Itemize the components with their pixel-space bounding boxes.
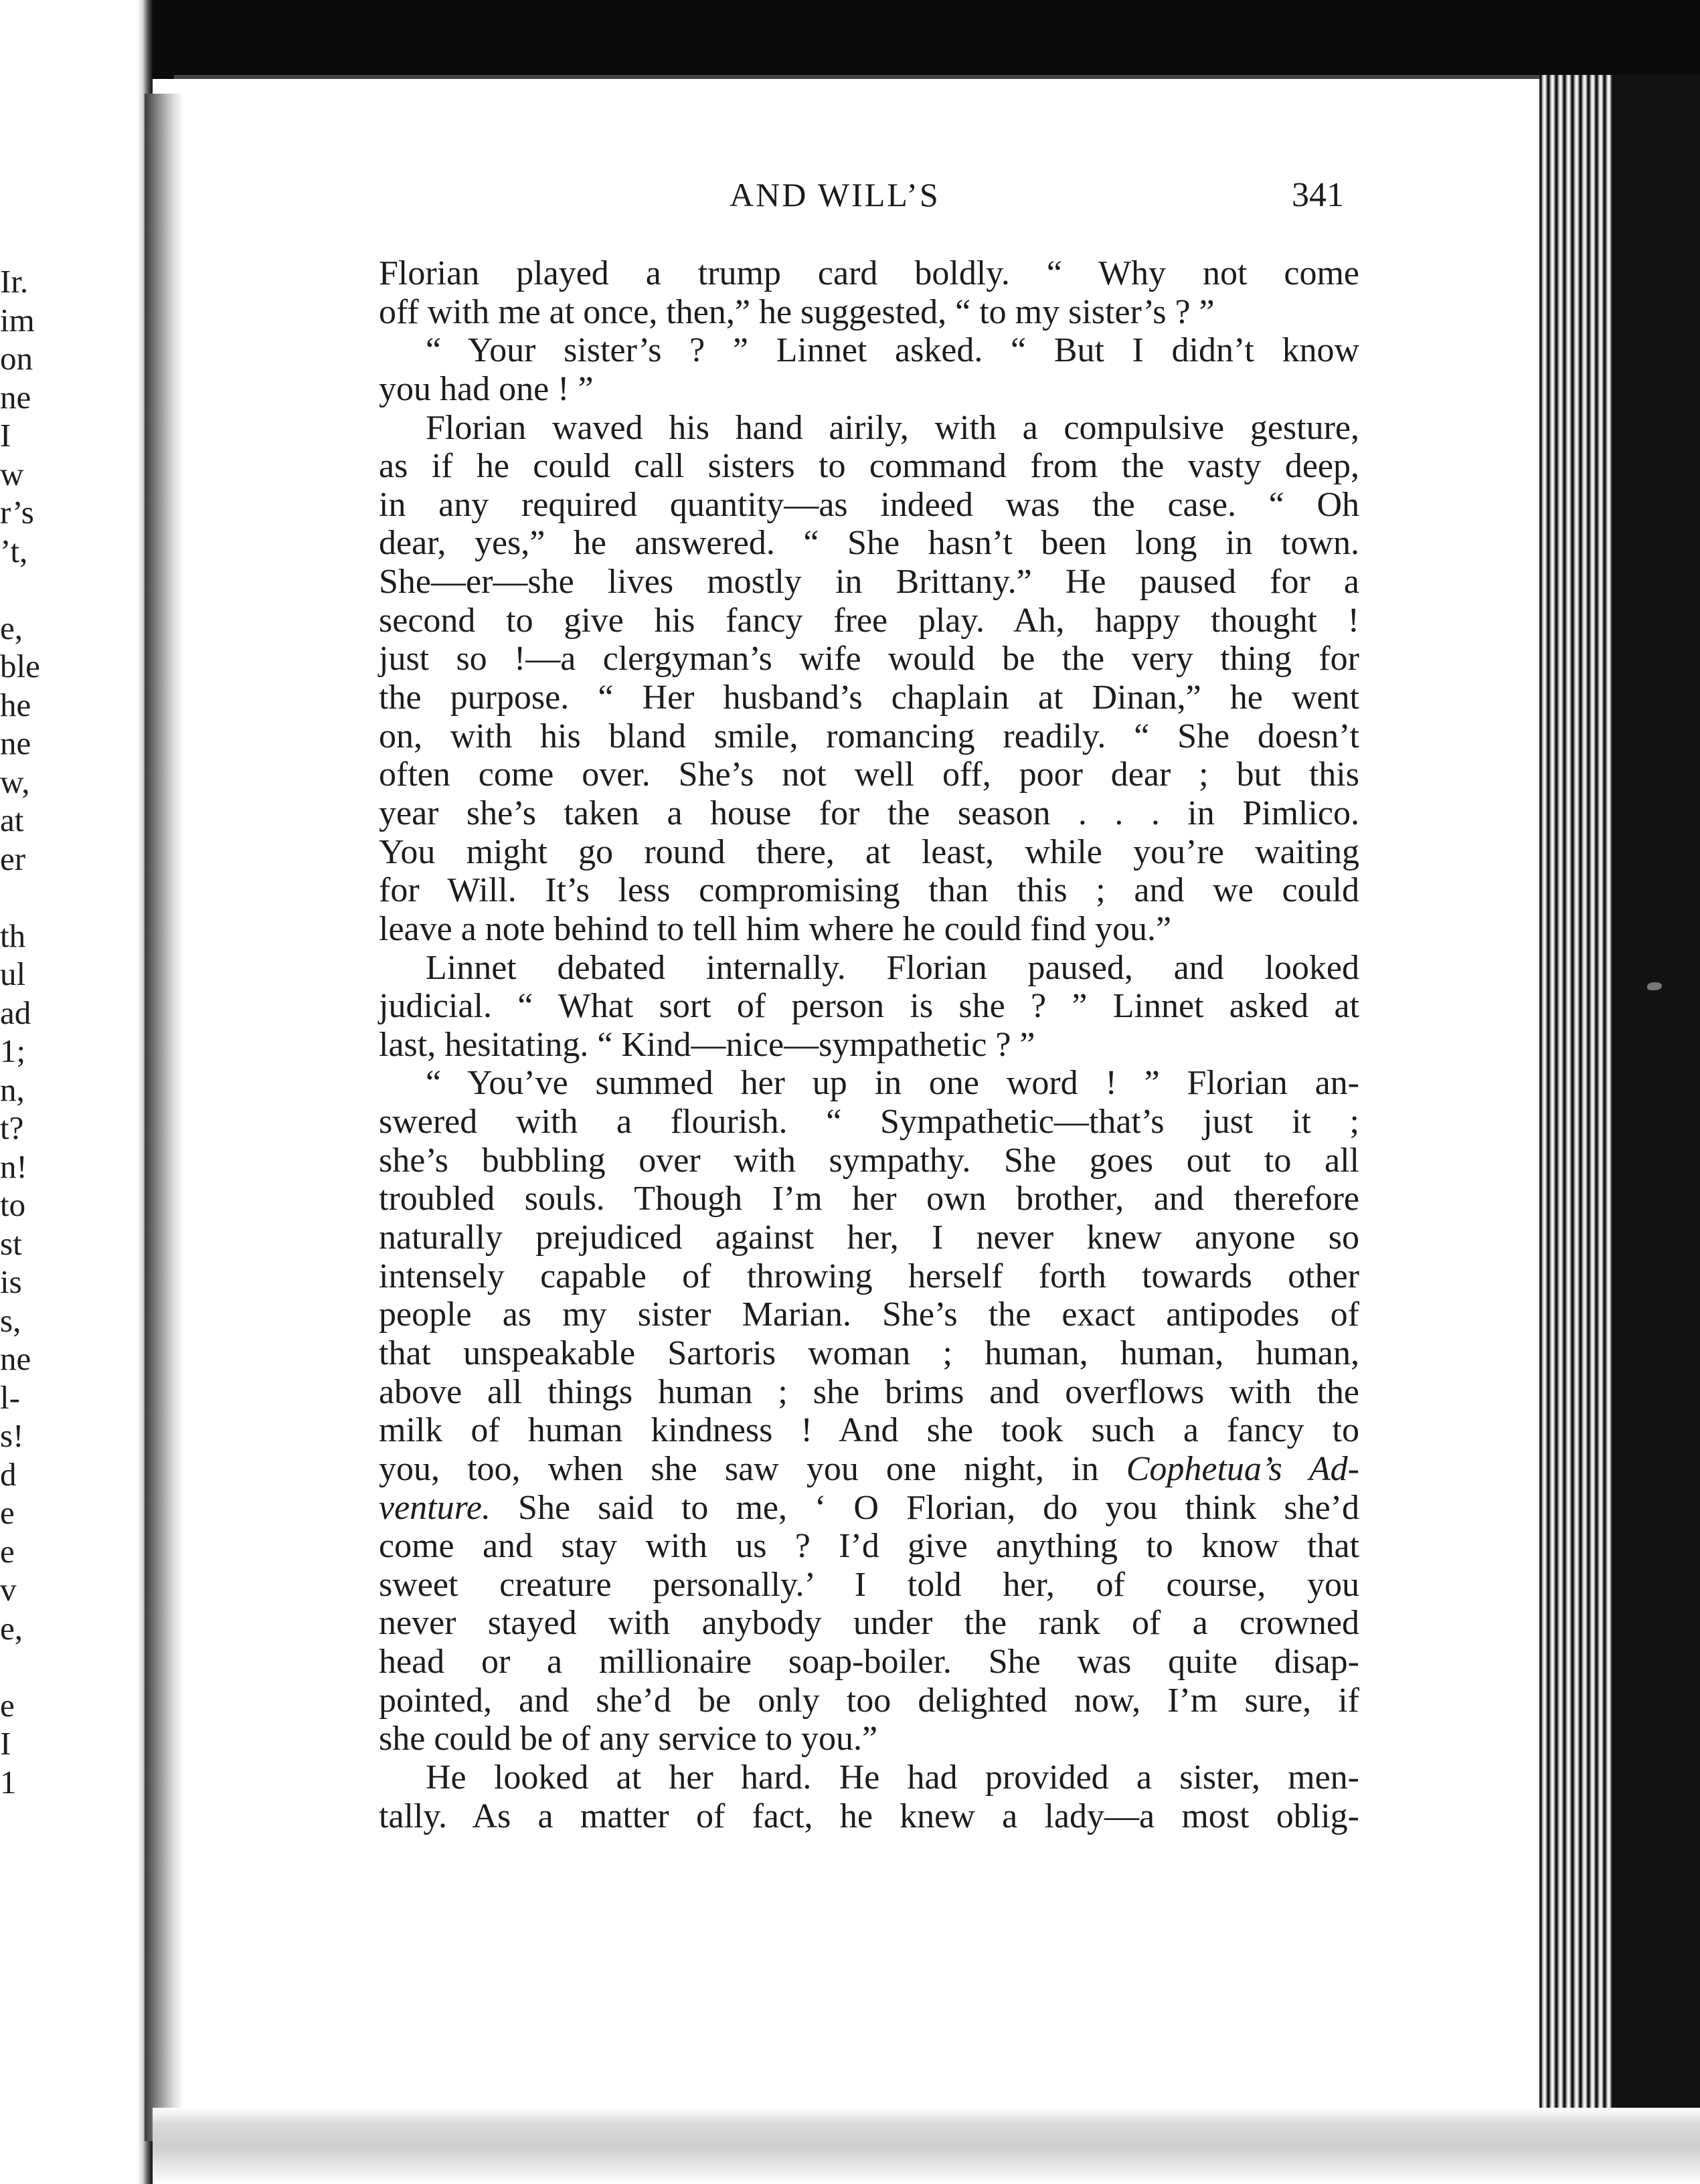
text-line: she could be of any service to you.”	[379, 1720, 878, 1758]
text-line: she’s bubbling over with sympathy. She goes out to all	[379, 1141, 1359, 1180]
fragment-line: ’t,	[0, 532, 28, 569]
text-line: you had one ! ”	[379, 369, 594, 408]
text-line: come and stay with us ? I’d give anything to know that	[379, 1527, 1359, 1566]
fragment-line: e,	[0, 609, 23, 646]
text-line: tally. As a matter of fact, he knew a lady—a most oblig-	[379, 1797, 1359, 1835]
text-line: as if he could call sisters to command from the vasty deep,	[379, 447, 1359, 486]
text-line: pointed, and she’d be only too delighted now, I’m sure, if	[379, 1681, 1359, 1720]
fragment-line: er	[0, 840, 26, 877]
text-line: “ You’ve summed her up in one word ! ” Florian an-	[426, 1064, 1359, 1103]
text-line: last, hesitating. “ Kind—nice—sympathetic ? ”	[379, 1025, 1035, 1064]
fragment-line: im	[0, 301, 35, 339]
fragment-line: 1	[0, 1763, 17, 1801]
fragment-line: Ir.	[0, 263, 29, 300]
text-line: milk of human kindness ! And she took such a fancy to	[379, 1411, 1359, 1450]
fragment-line: n,	[0, 1071, 25, 1108]
text-line: She—er—she lives mostly in Brittany.” He paused for a	[379, 563, 1359, 602]
text-line: naturally prejudiced against her, I never knew anyone so	[379, 1218, 1359, 1257]
fragment-line: n!	[0, 1148, 27, 1185]
fragment-line: I	[0, 417, 11, 454]
fragment-line: ul	[0, 955, 26, 992]
text-line: just so !—a clergyman’s wife would be the very thing for	[379, 640, 1359, 678]
text-line: swered with a flourish. “ Sympathetic—that’s just it ;	[379, 1103, 1359, 1142]
text-line: troubled souls. Though I’m her own brother, and therefore	[379, 1180, 1359, 1218]
fragment-line: to	[0, 1186, 26, 1223]
facing-page-fragments	[0, 262, 87, 1801]
book-gutter-shadow	[145, 94, 183, 2141]
page-number: 341	[1292, 176, 1344, 214]
text-line: Florian played a trump card boldly. “ Why not come	[379, 254, 1359, 292]
fragment-line: e	[0, 1686, 15, 1724]
fragment-gap	[0, 570, 87, 609]
fragment-line: th	[0, 917, 26, 954]
fragment-line: 1;	[0, 1032, 26, 1069]
fragment-line: is	[0, 1263, 22, 1300]
text-line: year she’s taken a house for the season . . . in Pimlico.	[379, 794, 1359, 832]
fragment-line: ne	[0, 725, 31, 761]
fragment-line: I	[0, 1725, 11, 1762]
fragment-line: e,	[0, 1609, 23, 1647]
text-line: off with me at once, then,” he suggested, “ to my sister’s ? ”	[379, 292, 1215, 331]
text-run: you, too, when she saw you one night, in	[379, 1449, 1126, 1488]
text-line: “ Your sister’s ? ” Linnet asked. “ But I didn’t know	[426, 331, 1359, 370]
dust-mark	[1647, 982, 1662, 990]
fragment-line: ne	[0, 1340, 31, 1377]
text-line: second to give his fancy free play. Ah, happy thought !	[379, 601, 1359, 640]
text-line: for Will. It’s less compromising than this ; and we could	[379, 871, 1359, 910]
fragment-line: v	[0, 1571, 17, 1608]
fragment-line: st	[0, 1224, 22, 1262]
text-line: the purpose. “ Her husband’s chaplain at Dinan,” he went	[379, 678, 1359, 717]
text-line: He looked at her hard. He had provided a sister, men-	[426, 1758, 1359, 1797]
text-line: leave a note behind to tell him where he could find you.”	[379, 909, 1172, 948]
text-line: people as my sister Marian. She’s the exact antipodes of	[379, 1295, 1359, 1334]
text-line: sweet creature personally.’ I told her, of course, you	[379, 1565, 1359, 1604]
text-line: that unspeakable Sartoris woman ; human, human, human,	[379, 1334, 1359, 1372]
text-line	[379, 1450, 1359, 1489]
fragment-line: s!	[0, 1417, 24, 1454]
fragment-line: d	[0, 1455, 17, 1493]
text-line: in any required quantity—as indeed was the case. “ Oh	[379, 485, 1359, 524]
running-head: AND WILL’S	[730, 176, 940, 213]
fragment-line: ble	[0, 648, 40, 685]
fragment-gap	[0, 1647, 87, 1686]
text-run: She said to me, ‘ O Florian, do you think she’d	[491, 1488, 1359, 1527]
text-line	[379, 1489, 1359, 1528]
fragment-line: on	[0, 340, 33, 377]
scan-right-shadow	[1613, 75, 1700, 2109]
text-line: never stayed with anybody under the rank of a crowned	[379, 1604, 1359, 1643]
book-title-italic: venture.	[379, 1488, 491, 1527]
text-line: judicial. “ What sort of person is she ? ” Linnet asked at	[379, 987, 1359, 1026]
fragment-line: he	[0, 686, 31, 723]
fragment-line: w	[0, 455, 24, 492]
text-line: above all things human ; she brims and overflows with the	[379, 1372, 1359, 1411]
fragment-line: e	[0, 1494, 15, 1531]
text-line: Florian waved his hand airily, with a compulsive gesture,	[426, 408, 1359, 447]
fragment-line: ad	[0, 994, 31, 1031]
fragment-line: s,	[0, 1301, 21, 1339]
text-line: Linnet debated internally. Florian paused, and looked	[426, 948, 1359, 987]
fragment-line: r’s	[0, 494, 34, 531]
text-line: dear, yes,” he answered. “ She hasn’t been long in town.	[379, 524, 1359, 563]
scan-bottom-shadow	[153, 2108, 1700, 2184]
text-line: on, with his bland smile, romancing readily. “ She doesn’t	[379, 717, 1359, 755]
fragment-gap	[0, 878, 87, 917]
text-line: head or a millionaire soap-boiler. She was quite disap-	[379, 1643, 1359, 1681]
book-title-italic: Cophetua’s Ad-	[1126, 1449, 1359, 1488]
fragment-line: l-	[0, 1378, 20, 1416]
text-line: intensely capable of throwing herself forth towards other	[379, 1257, 1359, 1295]
fragment-line: ne	[0, 378, 31, 416]
scan-top-shadow	[0, 0, 1700, 79]
text-line: often come over. She’s not well off, poor dear ; but this	[379, 755, 1359, 794]
text-line: You might go round there, at least, while you’re waiting	[379, 832, 1359, 871]
page-body	[379, 254, 1359, 1835]
fragment-line: e	[0, 1532, 15, 1570]
fragment-line: at	[0, 802, 24, 838]
fragment-line: t?	[0, 1109, 24, 1146]
fragment-line: w,	[0, 763, 30, 800]
